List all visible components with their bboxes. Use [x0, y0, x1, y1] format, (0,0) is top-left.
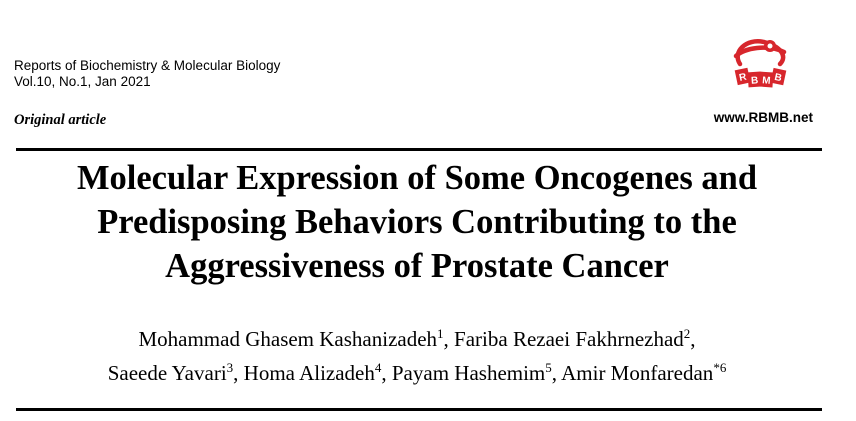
article-type: Original article: [14, 112, 107, 128]
bottom-divider: [16, 408, 822, 411]
author-separator: ,: [690, 327, 696, 351]
svg-text:R: R: [738, 71, 748, 84]
top-divider: [16, 148, 822, 151]
author-separator: ,: [551, 361, 562, 385]
author-name: Mohammad Ghasem Kashanizadeh: [138, 327, 438, 351]
journal-website-link[interactable]: www.RBMB.net: [713, 110, 813, 125]
journal-info: [14, 58, 280, 90]
author-name: Payam Hashemim: [391, 361, 546, 385]
title-line-3: Aggressiveness of Prostate Cancer: [165, 247, 669, 285]
svg-text:B: B: [773, 71, 783, 85]
author-name: Homa Alizadeh: [243, 361, 375, 385]
title-line-2: Predisposing Behaviors Contributing to the: [97, 203, 737, 241]
affiliation-marker: 2: [683, 326, 691, 341]
author-name: Amir Monfaredan: [561, 361, 714, 385]
logo-lettering: [735, 68, 787, 88]
author-separator: ,: [233, 361, 244, 385]
rbmb-logo-icon: [726, 34, 792, 92]
svg-text:M: M: [761, 75, 771, 87]
affiliation-marker: 3: [226, 360, 234, 375]
svg-text:B: B: [750, 75, 759, 87]
author-line-2: [0, 356, 834, 390]
article-title: [0, 156, 834, 288]
author-list: [0, 322, 834, 390]
title-line-1: Molecular Expression of Some Oncogenes and: [76, 159, 758, 197]
author-name: Saeede Yavari: [107, 361, 227, 385]
author-separator: ,: [381, 361, 392, 385]
affiliation-marker: *6: [713, 360, 727, 375]
journal-issue: Vol.10, No.1, Jan 2021: [14, 74, 151, 89]
author-name: Fariba Rezaei Fakhrnezhad: [454, 327, 684, 351]
author-separator: ,: [443, 327, 455, 351]
affiliation-marker: 4: [374, 360, 382, 375]
journal-name: Reports of Biochemistry & Molecular Biology: [14, 58, 281, 73]
affiliation-marker: 5: [545, 360, 552, 375]
affiliation-marker: 1: [437, 326, 444, 341]
author-line-1: [0, 322, 834, 356]
